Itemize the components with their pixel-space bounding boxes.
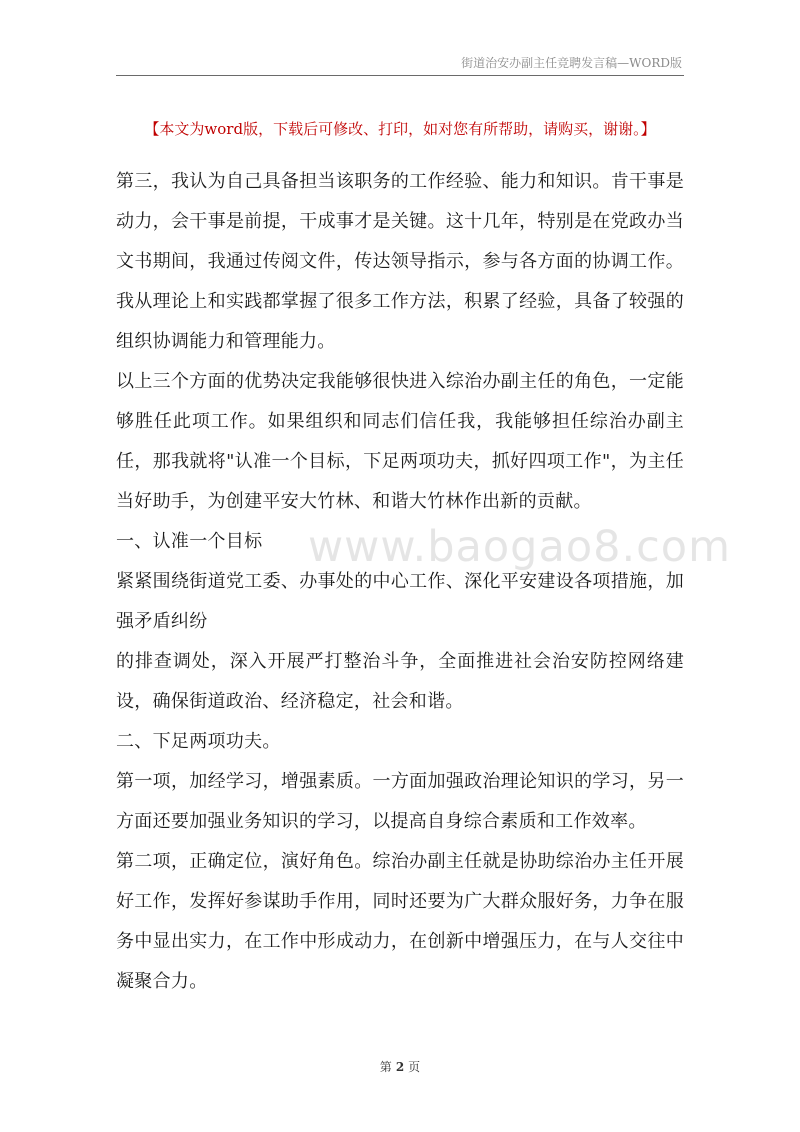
watermark: www.baogao8.com <box>308 522 731 572</box>
header-divider <box>116 75 684 76</box>
paragraph-third-point: 第三，我认为自己具备担当该职务的工作经验、能力和知识。肯干事是动力，会干事是前提，干成事才是关键。这十几年，特别是在党政办当文书期间，我通过传阅文件，传达领导指示，参与各方面的协调工作。我从理论上和实践都掌握了很多工作方法，积累了经验，具备了较强的组织协调能力和管理能力。 <box>116 171 684 352</box>
paragraph-advantages: 以上三个方面的优势决定我能够很快进入综治办副主任的角色，一定能够胜任此项工作。如果组织和同志们信任我，我能够担任综治办副主任，那我就将"认准一个目标，下足两项功夫，抓好四项工作"，为主任当好助手，为创建平安大竹林、和谐大竹林作出新的贡献。 <box>116 371 684 512</box>
paragraph-goal-part2: 的排查调处，深入开展严打整治斗争，全面推进社会治安防控网络建设，确保街道政治、经济稳定，社会和谐。 <box>116 651 684 712</box>
section-heading-two: 二、下足两项功夫。 <box>116 731 281 752</box>
paragraph-item-two: 第二项，正确定位，演好角色。综治办副主任就是协助综治办主任开展好工作，发挥好参谋助手作用，同时还要为广大群众服好务，力争在服务中显出实力，在工作中形成动力，在创新中增强压力，在与人交往中凝聚合力。 <box>116 851 684 992</box>
page-footer <box>0 1058 800 1075</box>
document-body <box>116 162 684 1002</box>
paragraph-item-one: 第一项，加经学习，增强素质。一方面加强政治理论知识的学习，另一方面还要加强业务知识的学习，以提高自身综合素质和工作效率。 <box>116 771 684 832</box>
footer-prefix: 第 <box>379 1060 392 1074</box>
download-notice: 【本文为word版，下载后可修改、打印，如对您有所帮助，请购买，谢谢。】 <box>144 120 656 138</box>
paragraph-goal-part1: 紧紧围绕街道党工委、办事处的中心工作、深化平安建设各项措施，加强矛盾纠纷 <box>116 571 684 632</box>
page-number: 2 <box>395 1060 405 1074</box>
header-title: 街道治安办副主任竞聘发言稿—WORD版 <box>461 56 682 70</box>
footer-suffix: 页 <box>408 1060 421 1074</box>
section-heading-one: 一、认准一个目标 <box>116 531 263 552</box>
